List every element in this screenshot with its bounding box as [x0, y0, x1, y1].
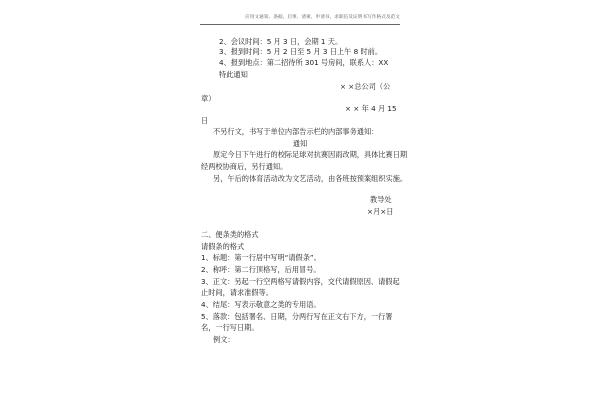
hereby-notice: 特此通知 — [219, 70, 248, 79]
rule-title: 1、标题：第一行居中写明“请假条”。 — [201, 253, 321, 262]
notice-paragraph-2: 另，午后的体育活动改为文艺活动，由各班按预案组织实施。 — [213, 174, 408, 183]
meeting-time-line: 2、会议时间：5 月 3 日，会期 1 天。 — [219, 37, 343, 46]
checkin-place-line: 4、报到地点：第二招待所 301 号房间，联系人：XX — [219, 58, 389, 67]
example-label: 例文： — [213, 335, 235, 344]
department-date: ×月×日 — [367, 207, 394, 216]
notice-paragraph-1a: 原定今日下午进行的校际足球对抗赛因雨改期，具体比赛日期 — [213, 150, 408, 159]
section-heading: 二、便条类的格式 — [201, 230, 259, 239]
seal-text: 章） — [201, 94, 216, 103]
signature-date-day: 日 — [201, 116, 209, 125]
rule-signoff-b: 名，一行写日期。 — [201, 323, 259, 332]
rule-salutation: 2、称呼：第二行顶格写，后用冒号。 — [201, 265, 321, 274]
rule-closing: 4、结尾：写表示敬意之类的专用语。 — [201, 300, 321, 309]
notice-paragraph-1b: 经两校协商后，另行通知。 — [201, 162, 288, 171]
notice-title: 通知 — [292, 139, 308, 148]
department-signature: 教导处 — [370, 195, 392, 204]
company-signature: × ×总公司（公 — [340, 82, 391, 91]
rule-body-a: 3、正文：另起一行空两格写请假内容，交代请假原因、请假起 — [201, 277, 400, 286]
rule-signoff-a: 5、落款：包括署名、日期，分两行写在正文右下方，一行署 — [201, 312, 393, 321]
internal-notice-intro: 不另行文，书写于单位内部告示栏的内部事务通知： — [213, 127, 379, 136]
leave-note-format-title: 请假条的格式 — [201, 242, 245, 251]
checkin-time-line: 3、报到时间：5 月 2 日至 5 月 3 日上午 8 时前。 — [219, 47, 383, 56]
rule-body-b: 止时间，请求准假等。 — [201, 288, 273, 297]
header-rule — [200, 24, 400, 25]
page-header: 应用文通知、条据、启事、请柬、申请书、求职信及证明书写作格式及范文 — [245, 15, 400, 20]
signature-date: × × 年 4 月 15 — [345, 104, 397, 113]
